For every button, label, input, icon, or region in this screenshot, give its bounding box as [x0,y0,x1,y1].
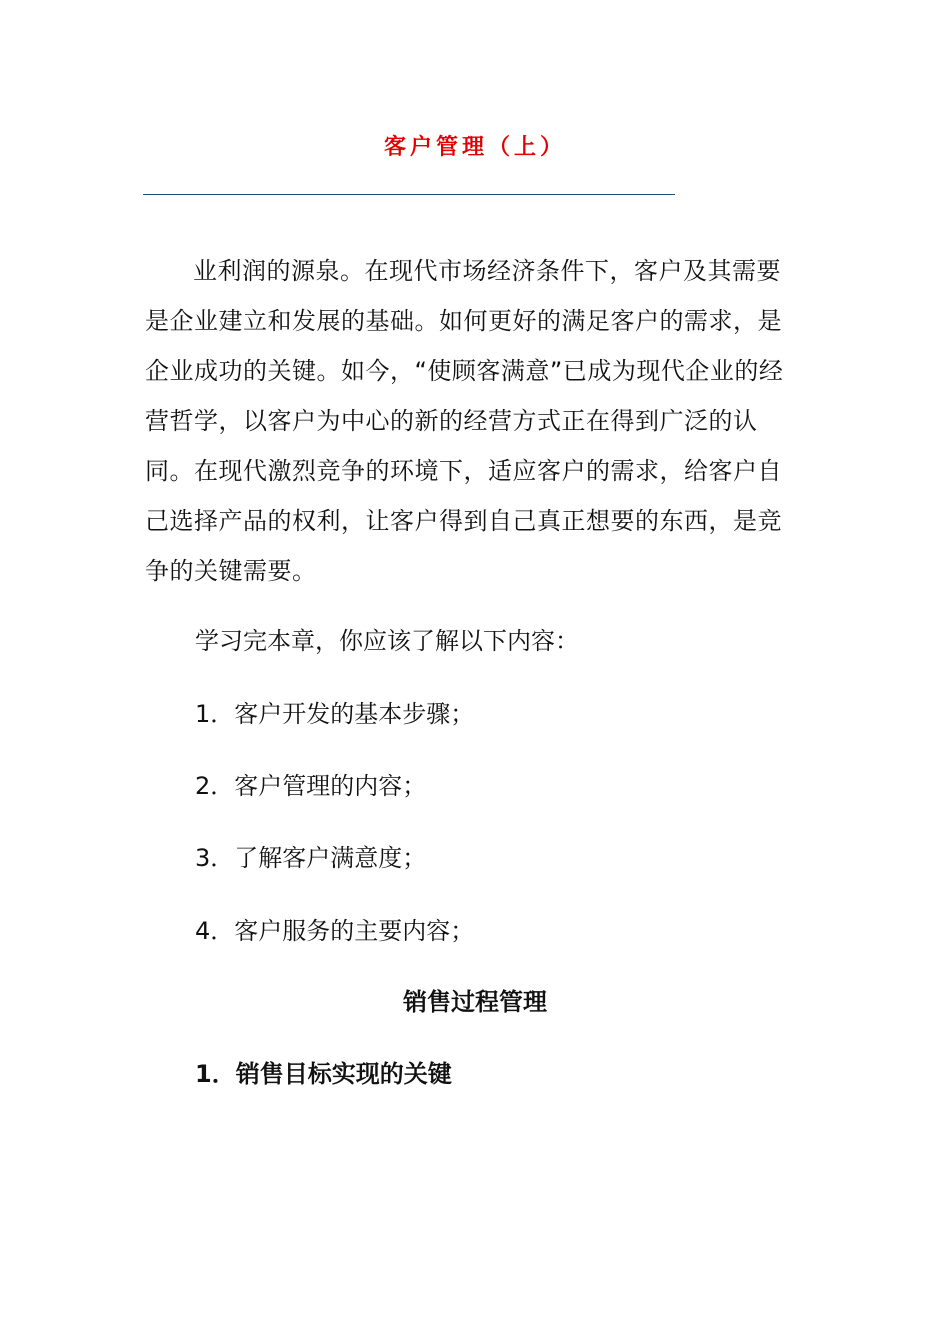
page-title: 客户管理（上） [383,134,566,160]
sub-heading: 1．销售目标实现的关键 [195,1060,452,1088]
list-item: 3．了解客户满意度； [195,844,427,872]
learning-intro: 学习完本章，你应该了解以下内容： [195,627,579,655]
body-paragraph: 业利润的源泉。在现代市场经济条件下，客户及其需要是企业建立和发展的基础。如何更好的满足客户的需求，是企业成功的关键。如今，“使顾客满意”已成为现代企业的经营哲学，以客户为中心的新的经营方式正在得到广泛的认同。在现代激烈竞争的环境下，适应客户的需求，给客户自己选择产品的权利，让客户得到自己真正想要的东西，是竞争的关键需要。 [145,257,784,585]
list-item: 2．客户管理的内容； [195,772,427,800]
title-divider [143,194,675,195]
list-item: 4．客户服务的主要内容； [195,917,475,945]
list-item: 1．客户开发的基本步骤； [195,700,475,728]
section-heading: 销售过程管理 [403,988,547,1016]
